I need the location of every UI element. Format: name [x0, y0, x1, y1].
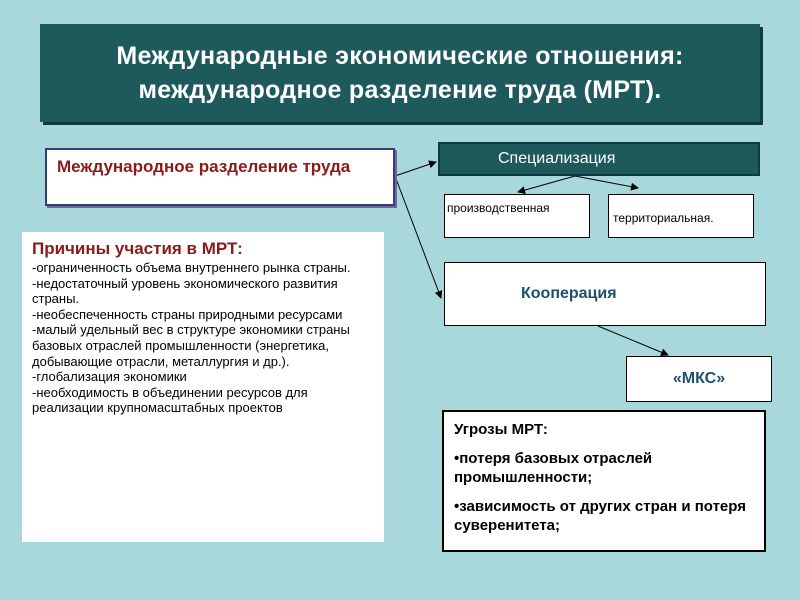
- arrow-coop-to-mks: [598, 326, 668, 355]
- reasons-panel: [22, 232, 384, 542]
- production-specialization-label: производственная: [447, 201, 550, 215]
- territorial-specialization-label: территориальная.: [613, 211, 714, 225]
- arrow-spec-to-production: [518, 176, 575, 192]
- territorial-specialization-node: [608, 194, 754, 238]
- threat-item: •зависимость от других стран и потеря суверенитета;: [454, 498, 746, 534]
- threats-title: Угрозы МРТ:: [454, 421, 548, 438]
- cooperation-label: Кооперация: [521, 285, 617, 302]
- reason-item: -ограниченность объема внутреннего рынка страны.: [32, 260, 351, 275]
- reason-item: -глобализация экономики: [32, 369, 187, 385]
- specialization-node: [438, 142, 760, 176]
- reason-item: -необходимость в объединении ресурсов для реализации крупномасштабных проектов: [32, 384, 308, 416]
- reasons-title: Причины участия в МРТ:: [32, 239, 243, 258]
- threat-item: •потеря базовых отраслей промышленности;: [454, 450, 653, 486]
- specialization-label: Специализация: [498, 150, 616, 167]
- arrow-mrt-to-specialization: [395, 162, 436, 176]
- arrow-spec-to-territorial: [575, 176, 638, 188]
- production-specialization-node: [444, 194, 590, 238]
- reason-item: -необеспеченность страны природными ресурсами: [32, 306, 343, 322]
- title-line-1: Международные экономические отношения:: [116, 42, 684, 70]
- reason-item: -малый удельный вес в структуре экономики страны базовых отраслей промышленности (энергетика, добывающие отрасли, металлургия и др.).: [32, 322, 350, 369]
- mrt-node: [45, 148, 395, 206]
- threats-panel: [442, 410, 766, 552]
- mks-label: «МКС»: [672, 370, 726, 387]
- title-line-2: международное разделение труда (МРТ).: [138, 76, 662, 104]
- slide-title: [40, 24, 760, 122]
- mks-node: [626, 356, 772, 402]
- mrt-node-label: Международное разделение труда: [57, 157, 351, 176]
- arrow-mrt-to-cooperation: [395, 176, 441, 298]
- cooperation-node: [444, 262, 766, 326]
- reason-item: -недостаточный уровень экономического развития страны.: [32, 275, 338, 307]
